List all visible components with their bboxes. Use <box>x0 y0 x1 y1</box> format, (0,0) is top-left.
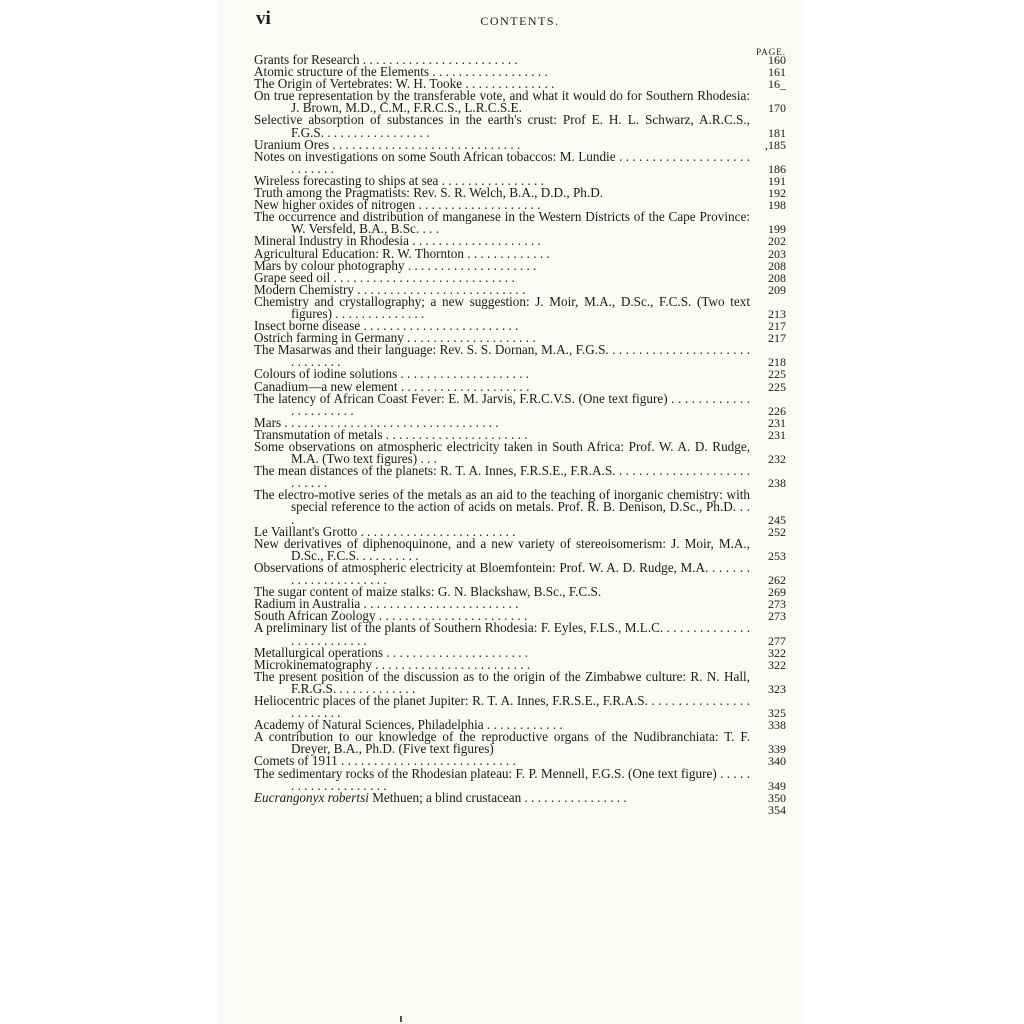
toc-entry-page: 262 <box>768 573 786 588</box>
toc-entry-text: Grape seed oil . . . . . . . . . . . . . . . . . . . . . . . . . . . . <box>254 269 515 285</box>
toc-entry <box>254 489 786 525</box>
toc-entry-page: 199 <box>768 222 786 237</box>
toc-entry-page: 245 <box>768 512 786 527</box>
contents-list <box>254 54 786 816</box>
toc-entry <box>254 559 786 588</box>
toc-entry-title <box>254 668 750 696</box>
toc-entry <box>254 90 786 114</box>
toc-entry-page: 198 <box>768 198 786 213</box>
toc-entry-title <box>254 559 750 588</box>
toc-entry-page: 192 <box>768 186 786 201</box>
toc-entry-text: New derivatives of diphenoquinone, and a new variety of stereoisomerism: J. Moir, M.A., D.Sc., F.C.S. . . . . . . . . . <box>254 535 750 563</box>
toc-entry-page: 349 <box>768 778 786 793</box>
toc-entry-title <box>254 789 750 805</box>
toc-entry <box>254 293 786 321</box>
toc-entry-title <box>254 465 750 489</box>
toc-entry-page: 231 <box>768 427 786 442</box>
page-column-label: PAGE. <box>756 47 786 57</box>
toc-entry-text: The latency of African Coast Fever: E. M. Jarvis, F.R.C.V.S. (One text figure) . . . . . . . . . . . . . . . . . . . . . . <box>254 390 750 418</box>
toc-entry-text: The electro-motive series of the metals as an aid to the teaching of inorganic chemistry: with special reference to the action of acids on metals. Prof. R. B. Denison, D.Sc., Ph.D. . . . <box>254 487 750 527</box>
toc-entry-text: Mineral Industry in Rhodesia . . . . . . . . . . . . . . . . . . . . <box>254 233 541 249</box>
toc-entry-page: 191 <box>768 173 786 188</box>
toc-entry-page: 181 <box>768 125 786 140</box>
toc-entry-page: 323 <box>768 681 786 696</box>
contents-page <box>218 0 804 1024</box>
toc-entry-page: 202 <box>768 234 786 249</box>
toc-entry-text: Microkinematography . . . . . . . . . . . . . . . . . . . . . . . . <box>254 656 531 672</box>
toc-entry <box>254 789 786 805</box>
toc-entry-page: 213 <box>768 306 786 321</box>
toc-entry-text: Truth among the Pragmatists: Rev. S. R. Welch, B.A., D.D., Ph.D. <box>254 185 604 201</box>
toc-entry-text: On true representation by the transferable vote, and what it would do for Southern Rhodesia: J. Brown, M.D., C.M., F.R.C.S., L.R.C.S.E. <box>254 88 750 116</box>
toc-entry-italic-prefix: Eucrangonyx robertsi <box>254 789 369 805</box>
toc-entry-text: Insect borne disease . . . . . . . . . . . . . . . . . . . . . . . . <box>254 318 519 334</box>
toc-entry-page: 340 <box>768 754 786 769</box>
toc-entry-text: Grants for Research . . . . . . . . . . . . . . . . . . . . . . . . <box>254 52 518 67</box>
toc-entry-page: 208 <box>768 258 786 273</box>
toc-entry-page: 217 <box>768 331 786 346</box>
toc-entry-page: 170 <box>768 101 786 116</box>
toc-entry-page: 217 <box>768 319 786 334</box>
toc-entry-text: The sugar content of maize stalks: G. N. Blackshaw, B.Sc., F.C.S. <box>254 584 602 600</box>
toc-entry-text: Chemistry and crystallography; a new suggestion: J. Moir, M.A., D.Sc., F.C.S. (Two text figures) . . . . . . . . . . . . . . <box>254 293 750 321</box>
toc-entry-text: Heliocentric places of the planet Jupiter: R. T. A. Innes, F.R.S.E., F.R.A.S. . . . . . . . . . . . . . . . . . . . . . . . <box>254 692 750 721</box>
toc-entry-text: Academy of Natural Sciences, Philadelphia . . . . . . . . . . . . <box>254 717 563 733</box>
toc-entry <box>254 114 786 138</box>
toc-entry-title <box>254 344 750 368</box>
toc-entry-text: Agricultural Education: R. W. Thornton . . . . . . . . . . . . . <box>254 245 550 261</box>
toc-entry-title <box>254 211 750 235</box>
toc-entry-title <box>254 765 750 793</box>
toc-entry-text: Colours of iodine solutions . . . . . . . . . . . . . . . . . . . . <box>254 366 530 382</box>
toc-entry-title <box>254 622 750 646</box>
toc-entry <box>254 441 786 465</box>
toc-entry-title <box>254 114 750 138</box>
toc-entry-text: The mean distances of the planets: R. T. A. Innes, F.R.S.E., F.R.A.S. . . . . . . . . . . . . . . . . . . . . . . . . . . <box>254 463 750 491</box>
toc-entry-page: 160 <box>768 53 786 67</box>
toc-entry-text: Mars . . . . . . . . . . . . . . . . . . . . . . . . . . . . . . . . . <box>254 414 499 430</box>
toc-entry-page: 338 <box>768 718 786 733</box>
toc-entry <box>254 692 786 721</box>
toc-entry-text: South African Zoology . . . . . . . . . . . . . . . . . . . . . . . <box>254 608 528 624</box>
toc-entry-page: 322 <box>768 657 786 672</box>
toc-entry-page: 208 <box>768 270 786 285</box>
toc-entry <box>254 765 786 793</box>
toc-entry-text: Notes on investigations on some South African tobaccos: M. Lundie . . . . . . . . . . . . . . . . . . . . . . . . . . . <box>254 148 750 176</box>
toc-entry-page: 231 <box>768 415 786 430</box>
toc-entry-text: The Masarwas and their language: Rev. S. S. Dornan, M.A., F.G.S. . . . . . . . . . . . . . . . . . . . . . . . . . . . . . <box>254 342 750 370</box>
toc-entry-page: 203 <box>768 246 786 261</box>
toc-entry-page: 269 <box>768 585 786 600</box>
toc-entry-page: 350 <box>768 790 786 805</box>
toc-entry-page: 186 <box>768 161 786 176</box>
toc-entry-page: 226 <box>768 403 786 418</box>
toc-entry-page: 161 <box>768 65 786 80</box>
toc-entry-title <box>254 731 750 755</box>
toc-entry-text: The occurrence and distribution of manganese in the Western Districts of the Cape Province: W. Versfeld, B.A., B.Sc. . . . <box>254 209 750 237</box>
toc-entry-text: The present position of the discussion as to the origin of the Zimbabwe culture: R. N. Hall, F.R.G.S. . . . . . . . . . . . . <box>254 668 750 696</box>
toc-entry-text: New higher oxides of nitrogen . . . . . . . . . . . . . . . . . . . <box>254 197 541 213</box>
toc-entry-page: ,185 <box>765 137 786 152</box>
page-mark <box>400 1016 402 1022</box>
toc-entry <box>254 465 786 489</box>
toc-entry <box>254 731 786 755</box>
toc-entry <box>254 668 786 696</box>
toc-entry <box>254 211 786 235</box>
toc-entry-text: Mars by colour photography . . . . . . . . . . . . . . . . . . . . <box>254 257 537 273</box>
toc-entry-page: 16_ <box>768 77 786 92</box>
toc-entry <box>254 344 786 368</box>
toc-entry-text: Observations of atmospheric electricity at Bloemfontein: Prof. W. A. D. Rudge, M.A. . . . . . . . . . . . . . . . . . . . . . <box>254 559 750 588</box>
toc-entry-text: Ostrich farming in Germany . . . . . . . . . . . . . . . . . . . . <box>254 330 536 346</box>
toc-entry-page: 339 <box>768 742 786 757</box>
toc-entry-title <box>254 90 750 114</box>
toc-entry-text: Canadium—a new element . . . . . . . . . . . . . . . . . . . . <box>254 378 530 394</box>
toc-entry <box>254 535 786 563</box>
toc-entry-text: A preliminary list of the plants of Southern Rhodesia: F. Eyles, F.LS., M.L.C. . . . . . . . . . . . . . . . . . . . . . . . . . <box>254 620 750 648</box>
toc-entry-page: 218 <box>768 355 786 370</box>
toc-entry-title <box>254 535 750 563</box>
toc-entry-text: Selective absorption of substances in the earth's crust: Prof E. H. L. Schwarz, A.R.C.S., F.G.S. . . . . . . . . . . . . . . . . <box>254 112 750 140</box>
toc-entry-page: 232 <box>768 452 786 467</box>
toc-entry-title <box>254 293 750 321</box>
toc-entry-page: 273 <box>768 597 786 612</box>
toc-entry-text: Metallurgical operations . . . . . . . . . . . . . . . . . . . . . . <box>254 644 529 660</box>
toc-entry-text: Radium in Australia . . . . . . . . . . . . . . . . . . . . . . . . <box>254 596 519 612</box>
toc-entry <box>254 390 786 418</box>
toc-entry-page: 238 <box>768 476 786 491</box>
toc-entry-text: The Origin of Vertebrates: W. H. Tooke . . . . . . . . . . . . . . <box>254 76 555 92</box>
toc-entry-title <box>254 692 750 721</box>
toc-entry-text: Modern Chemistry . . . . . . . . . . . . . . . . . . . . . . . . . . <box>254 281 526 297</box>
toc-entry-page: 225 <box>768 379 786 394</box>
toc-entry-text: Uranium Ores . . . . . . . . . . . . . . . . . . . . . . . . . . . . . <box>254 136 521 152</box>
toc-entry <box>254 804 786 816</box>
toc-entry-page: 252 <box>768 524 786 539</box>
toc-entry-text: Some observations on atmospheric electricity taken in South Africa: Prof. W. A. D. Rudge, M.A. (Two text figures) . . . <box>254 439 750 467</box>
toc-entry <box>254 622 786 646</box>
toc-entry-text: A contribution to our knowledge of the reproductive organs of the Nudibranchiata: T. F. Dreyer, B.A., Ph.D. (Five text figures) <box>254 729 750 757</box>
toc-entry-title <box>254 489 750 525</box>
running-head <box>256 8 784 32</box>
toc-entry-page: 322 <box>768 645 786 660</box>
toc-entry-page: 273 <box>768 609 786 624</box>
toc-entry-page: 325 <box>768 706 786 721</box>
toc-entry-text: Transmutation of metals . . . . . . . . . . . . . . . . . . . . . . <box>254 426 528 442</box>
page-folio: vi <box>256 8 271 29</box>
toc-entry <box>254 148 786 176</box>
toc-entry-text: Comets of 1911 . . . . . . . . . . . . . . . . . . . . . . . . . . . <box>254 753 516 769</box>
toc-entry-text: Methuen; a blind crustacean . . . . . . . . . . . . . . . . <box>372 789 627 805</box>
toc-entry-text: The sedimentary rocks of the Rhodesian plateau: F. P. Mennell, F.G.S. (One text figure) . . . . . . . . . . . . . . . . . . . . <box>254 765 750 793</box>
toc-entry-title <box>254 441 750 465</box>
toc-entry-text: Atomic structure of the Elements . . . . . . . . . . . . . . . . . . <box>254 64 548 80</box>
toc-entry-page: 354 <box>768 802 786 817</box>
toc-entry-text: Le Vaillant's Grotto . . . . . . . . . . . . . . . . . . . . . . . . <box>254 523 516 539</box>
toc-entry-page: 253 <box>768 548 786 563</box>
running-head-title: CONTENTS. <box>480 14 560 28</box>
toc-entry-page: 209 <box>768 282 786 297</box>
toc-entry-page: 277 <box>768 633 786 648</box>
toc-entry-title <box>254 148 750 176</box>
toc-entry-text: Wireless forecasting to ships at sea . . . . . . . . . . . . . . . . <box>254 172 544 188</box>
toc-entry-page: 225 <box>768 367 786 382</box>
toc-entry-title <box>254 390 750 418</box>
